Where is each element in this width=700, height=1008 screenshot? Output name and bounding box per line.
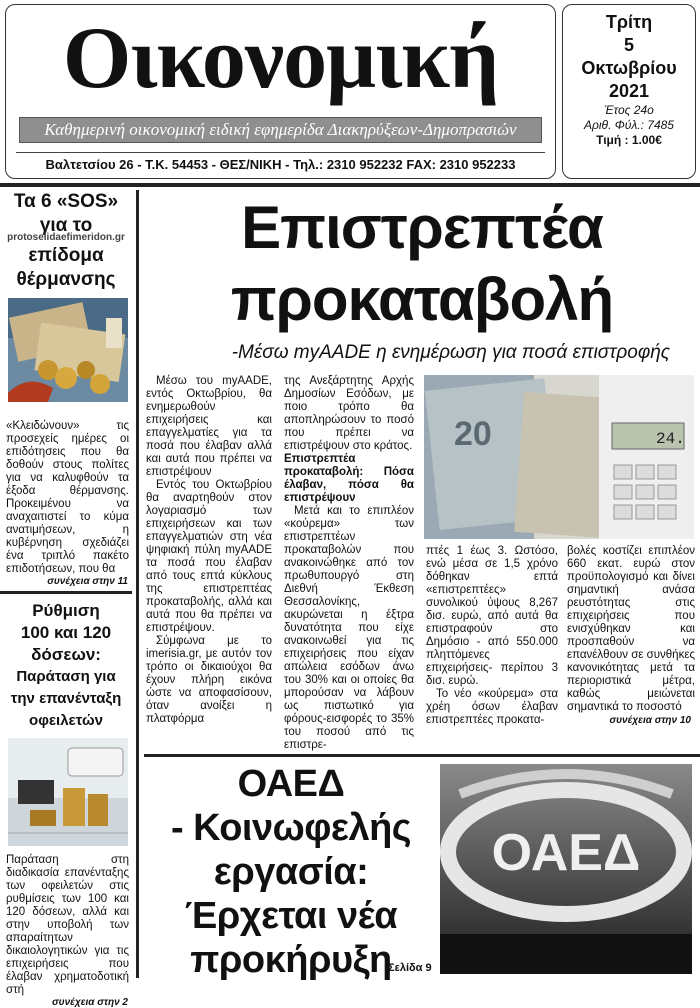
issue-weekday: Τρίτη <box>605 12 653 32</box>
banknotes-calculator-image <box>424 375 694 539</box>
calculator-display: 24. <box>656 430 685 448</box>
oaed-logo-text: ΟΑΕΔ <box>491 824 641 882</box>
headline-line: την επανένταξη <box>10 690 122 707</box>
sidebar-story-debt <box>0 600 132 1008</box>
sidebar-divider <box>0 591 132 594</box>
newspaper-subtitle: Καθημερινή οικονομική ειδική εφημερίδα Διακηρύξεων-Δημοπρασιών <box>19 117 542 143</box>
paragraph: πτές 1 έως 3. Ωστόσο, ενώ μέσα σε 1,5 χρόνο δόθηκαν επτά «επιστρεπτέες» συνολικού ύψους 8,267 δισ. ευρώ, από αυτά θα επιστραφούν στο Δημόσιο - από 550.000 πληττόμενες επιχειρήσεις- περίπου 3 δισ. ευρώ. <box>426 545 558 687</box>
newspaper-title: Οικονομική <box>62 10 499 107</box>
lead-column-4 <box>567 545 695 727</box>
story-body: «Κλειδώνουν» τις προσεχείς ημέρες οι επιδότησεις που θα δοθούν στους πολίτες για να καλυφθούν τα έξοδα θέρμανσης. Προκειμένου να αναχαιτιστεί το κύμα ανατιμήσεων, η κυβέρνηση σχεδιάζει ένα τριπλό πακέτο επιδοτήσεων, που θα <box>6 420 129 575</box>
paragraph: της Ανεξάρτητης Αρχής Δημοσίων Εσόδων, με ποιο τρόπο θα αποπληρώσουν το ποσό που πρέπει να επιστρέψουν στο κράτος. <box>284 375 414 452</box>
issue-day: 5 <box>623 35 634 55</box>
continued-link[interactable]: συνέχεια στην 10 <box>609 715 691 726</box>
headline-line: θέρμανσης <box>16 269 116 290</box>
issue-month: Οκτωβρίου <box>581 58 677 78</box>
debt-photo <box>8 738 128 848</box>
masthead <box>5 4 556 179</box>
issue-year: 2021 <box>608 81 650 101</box>
paragraph: Το νέο «κούρεμα» στα χρέη όσων έλαβαν επιστρεπτέες προκατα- <box>426 688 558 726</box>
paragraph: Εντός του Οκτωβρίου θα αναρτηθούν στον λογαριασμό των επιχειρήσεων και των επαγγελματιών στη νέα ψηφιακή πύλη myAADE τα ποσά που έλαβαν από τους επτά κύκλους της επιστρεπτέας προκαταβολής, αλλά και αυτά που θα πρέπει να επιστρέψουν. <box>146 479 272 634</box>
headline-line: προκήρυξη <box>190 939 392 981</box>
lead-column-3 <box>426 545 558 727</box>
subheading: Επιστρεπτέα προκαταβολή: Πόσα έλαβαν, πόσα θα επιστρέψουν <box>284 453 414 504</box>
headline-line: Έρχεται νέα <box>184 895 398 937</box>
masthead-divider <box>16 152 545 153</box>
svg-text:20: 20 <box>454 415 492 453</box>
issue-volume: Έτος 24ο <box>604 103 654 117</box>
headline-line: Ρύθμιση <box>32 601 100 620</box>
headline-line: ΟΑΕΔ <box>237 763 345 805</box>
headline-line: επίδομα <box>28 245 104 266</box>
lead-column-2 <box>284 375 414 752</box>
watermark: protoselidaefimeridon.gr <box>7 232 125 243</box>
banknotes-coins-image <box>8 298 128 402</box>
header-rule <box>0 183 700 187</box>
lead-headline <box>144 192 700 336</box>
paragraph: Μέσω του myAADE, εντός Οκτωβρίου, θα ενημερωθούν επιχειρήσεις και επαγγελματίες για τα ποσά που έλαβαν αλλά και αυτά που πρέπει να επιστρέψουν <box>146 375 272 478</box>
story-headline <box>0 600 132 732</box>
headline-line: Παράταση για <box>16 668 116 685</box>
headline-line: Επιστρεπτέα <box>241 194 603 261</box>
paragraph: Σύμφωνα με το imerisia.gr, με αυτόν τον τρόπο οι δικαιούχοι θα έχουν πλήρη εικόνα ώστε να αποφασίσουν, όταν ανοίξει η πλατφόρμα <box>146 635 272 725</box>
headline-line: για το <box>39 215 93 236</box>
continued-link[interactable]: συνέχεια στην 2 <box>52 997 128 1008</box>
story-headline <box>0 190 132 238</box>
headline-line: εργασία: <box>213 851 369 893</box>
headline-line: δόσεων: <box>31 645 101 664</box>
headline-line: Τα 6 «SOS» <box>13 191 119 212</box>
paragraph: βολές κοστίζει επιπλέον 660 εκατ. ευρώ στον προϋπολογισμό και δίνει σημαντική ανάσα ρευστότητας στις επιχειρήσεις που ενισχύθηκαν και προσπαθούν να επανέλθουν σε συνθήκες κανονικότητας μετά τα περιοριστικά μέτρα, καθώς μειώνεται σημαντικά το ποσοστό <box>567 545 695 713</box>
headline-line: - Κοινωφελής <box>170 807 412 849</box>
oaed-headline <box>146 762 436 982</box>
euro-calculator-photo <box>424 375 694 539</box>
story-headline-cont <box>0 244 132 292</box>
sidebar <box>0 190 132 1008</box>
calculator-coins-image <box>8 738 128 846</box>
headline-line: προκαταβολή <box>230 266 614 333</box>
story-body: Παράταση στη διαδικασία επανένταξης των οφειλετών στις ρυθμίσεις των 100 και 120 δόσεων, αλλά και στην υποβολή των απαραίτητων δικαιολογητικών για τις επιχειρήσεις που έλαβαν χρηματοδοτική στή <box>6 854 129 996</box>
lead-subheadline: -Μέσω myAADE η ενημέρωση για ποσά επιστροφής <box>231 342 670 363</box>
sidebar-story-heating <box>0 190 132 587</box>
column-rule <box>136 190 139 978</box>
publisher-address: Βαλτετσίου 26 - Τ.Κ. 54453 - ΘΕΣ/ΝΙΚΗ - Τηλ.: 2310 952232 FAX: 2310 952233 <box>45 157 516 172</box>
headline-line: οφειλετών <box>29 712 103 729</box>
section-rule <box>144 754 700 757</box>
paragraph: Μετά και το επιπλέον «κούρεμα» των επιστρεπτέων προκαταβολών που ανακοινώθηκε από τον πρωθυπουργό στη Διεθνή Έκθεση Θεσσαλονίκης, ακυρώνεται η έξτρα δυνατότητα που είχε ανακοινωθεί για τις επιχειρήσεις που είχαν απώλεια εσόδων άνω του 30% και οι οποίες θα μπορούσαν να λάβουν ως πιστωτικό για φόρους-εισφορές το 35% του ποσού από τις επιστρε- <box>284 505 414 751</box>
oaed-logo-image <box>440 764 692 974</box>
issue-date-box <box>562 4 696 179</box>
page-reference[interactable]: Σελίδα 9 <box>388 962 432 974</box>
issue-number: Αριθ. Φύλ.: 7485 <box>584 118 674 132</box>
issue-price: Τιμή : 1.00€ <box>596 133 662 147</box>
oaed-logo-photo <box>440 764 692 974</box>
heating-photo <box>8 298 128 414</box>
lead-column-1 <box>146 375 272 726</box>
continued-link[interactable]: συνέχεια στην 11 <box>47 576 128 587</box>
headline-line: 100 και 120 <box>20 623 112 642</box>
